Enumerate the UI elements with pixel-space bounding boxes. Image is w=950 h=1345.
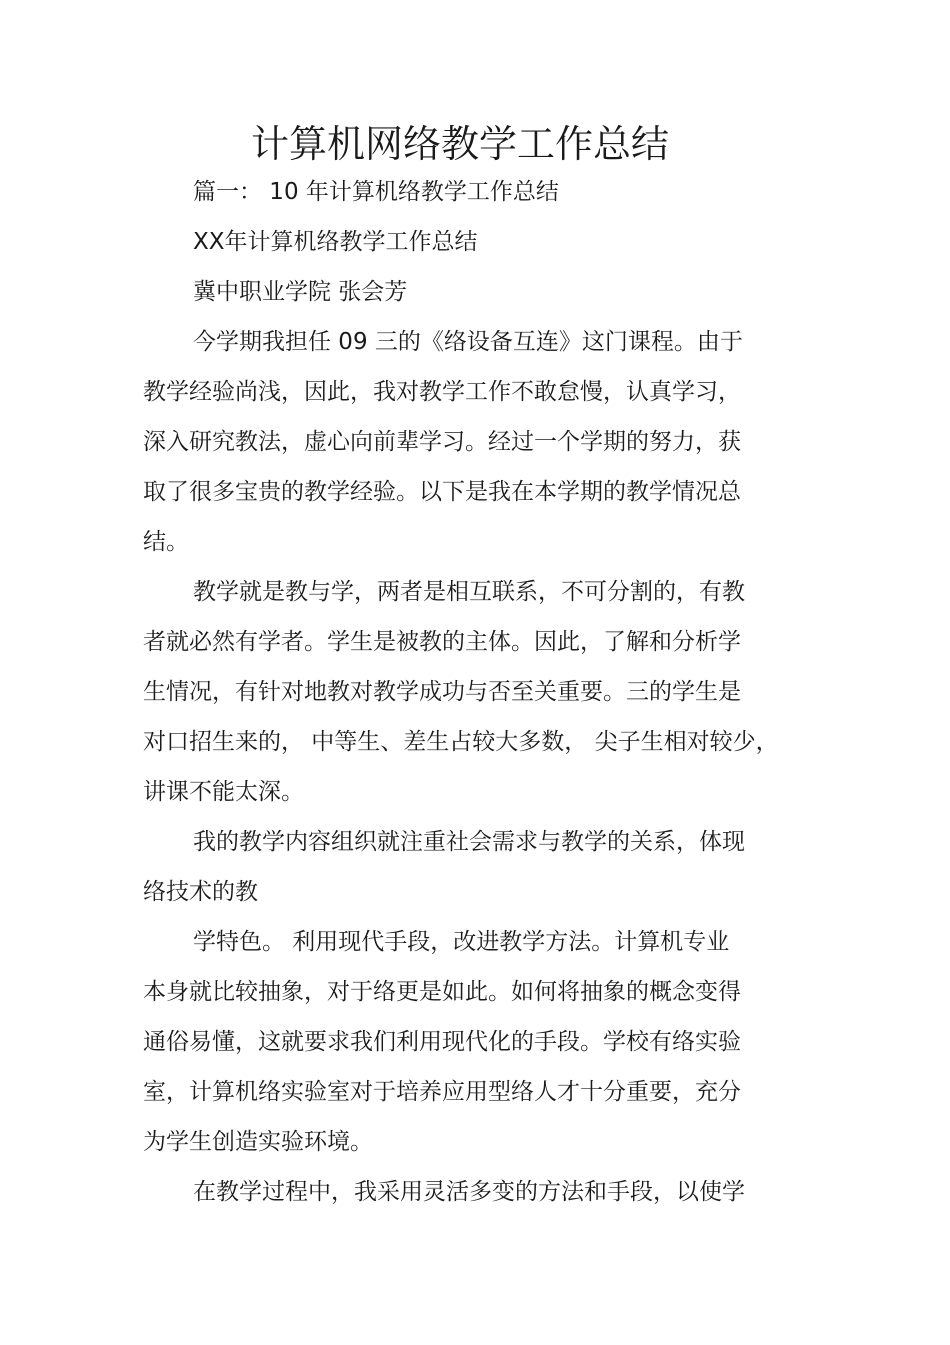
text-line: 本身就比较抽象，对于络更是如此。如何将抽象的概念变得 xyxy=(143,979,741,1005)
text-line: 络技术的教 xyxy=(143,879,258,905)
text-line: 今学期我担任 09 三的《络设备互连》这门课程。由于 xyxy=(193,329,743,355)
text-line: 教学就是教与学，两者是相互联系，不可分割的，有教 xyxy=(193,579,745,605)
text-line: 讲课不能太深。 xyxy=(143,779,304,805)
text-line: 篇一： 10 年计算机络教学工作总结 xyxy=(193,179,559,205)
text-line: 冀中职业学院 张会芳 xyxy=(193,279,408,305)
text-line: 对口招生来的， 中等生、差生占较大多数， 尖子生相对较少， xyxy=(143,729,779,755)
text-line: 生情况，有针对地教对教学成功与否至关重要。三的学生是 xyxy=(143,679,741,705)
text-line: 为学生创造实验环境。 xyxy=(143,1129,373,1155)
text-line: 在教学过程中，我采用灵活多变的方法和手段，以使学 xyxy=(193,1179,745,1205)
text-line: 取了很多宝贵的教学经验。以下是我在本学期的教学情况总 xyxy=(143,479,741,505)
text-line: XX年计算机络教学工作总结 xyxy=(193,229,478,255)
text-line: 深入研究教法，虚心向前辈学习。经过一个学期的努力，获 xyxy=(143,429,741,455)
text-line: 者就必然有学者。学生是被教的主体。因此，了解和分析学 xyxy=(143,629,741,655)
text-line: 通俗易懂，这就要求我们利用现代化的手段。学校有络实验 xyxy=(143,1029,741,1055)
text-line: 室，计算机络实验室对于培养应用型络人才十分重要，充分 xyxy=(143,1079,741,1105)
text-line: 结。 xyxy=(143,529,189,555)
text-line: 我的教学内容组织就注重社会需求与教学的关系，体现 xyxy=(193,829,745,855)
text-line: 教学经验尚浅，因此，我对教学工作不敢怠慢，认真学习， xyxy=(143,379,741,405)
text-line: 学特色。 利用现代手段，改进教学方法。计算机专业 xyxy=(193,929,730,955)
document-title: 计算机网络教学工作总结 xyxy=(250,122,669,166)
